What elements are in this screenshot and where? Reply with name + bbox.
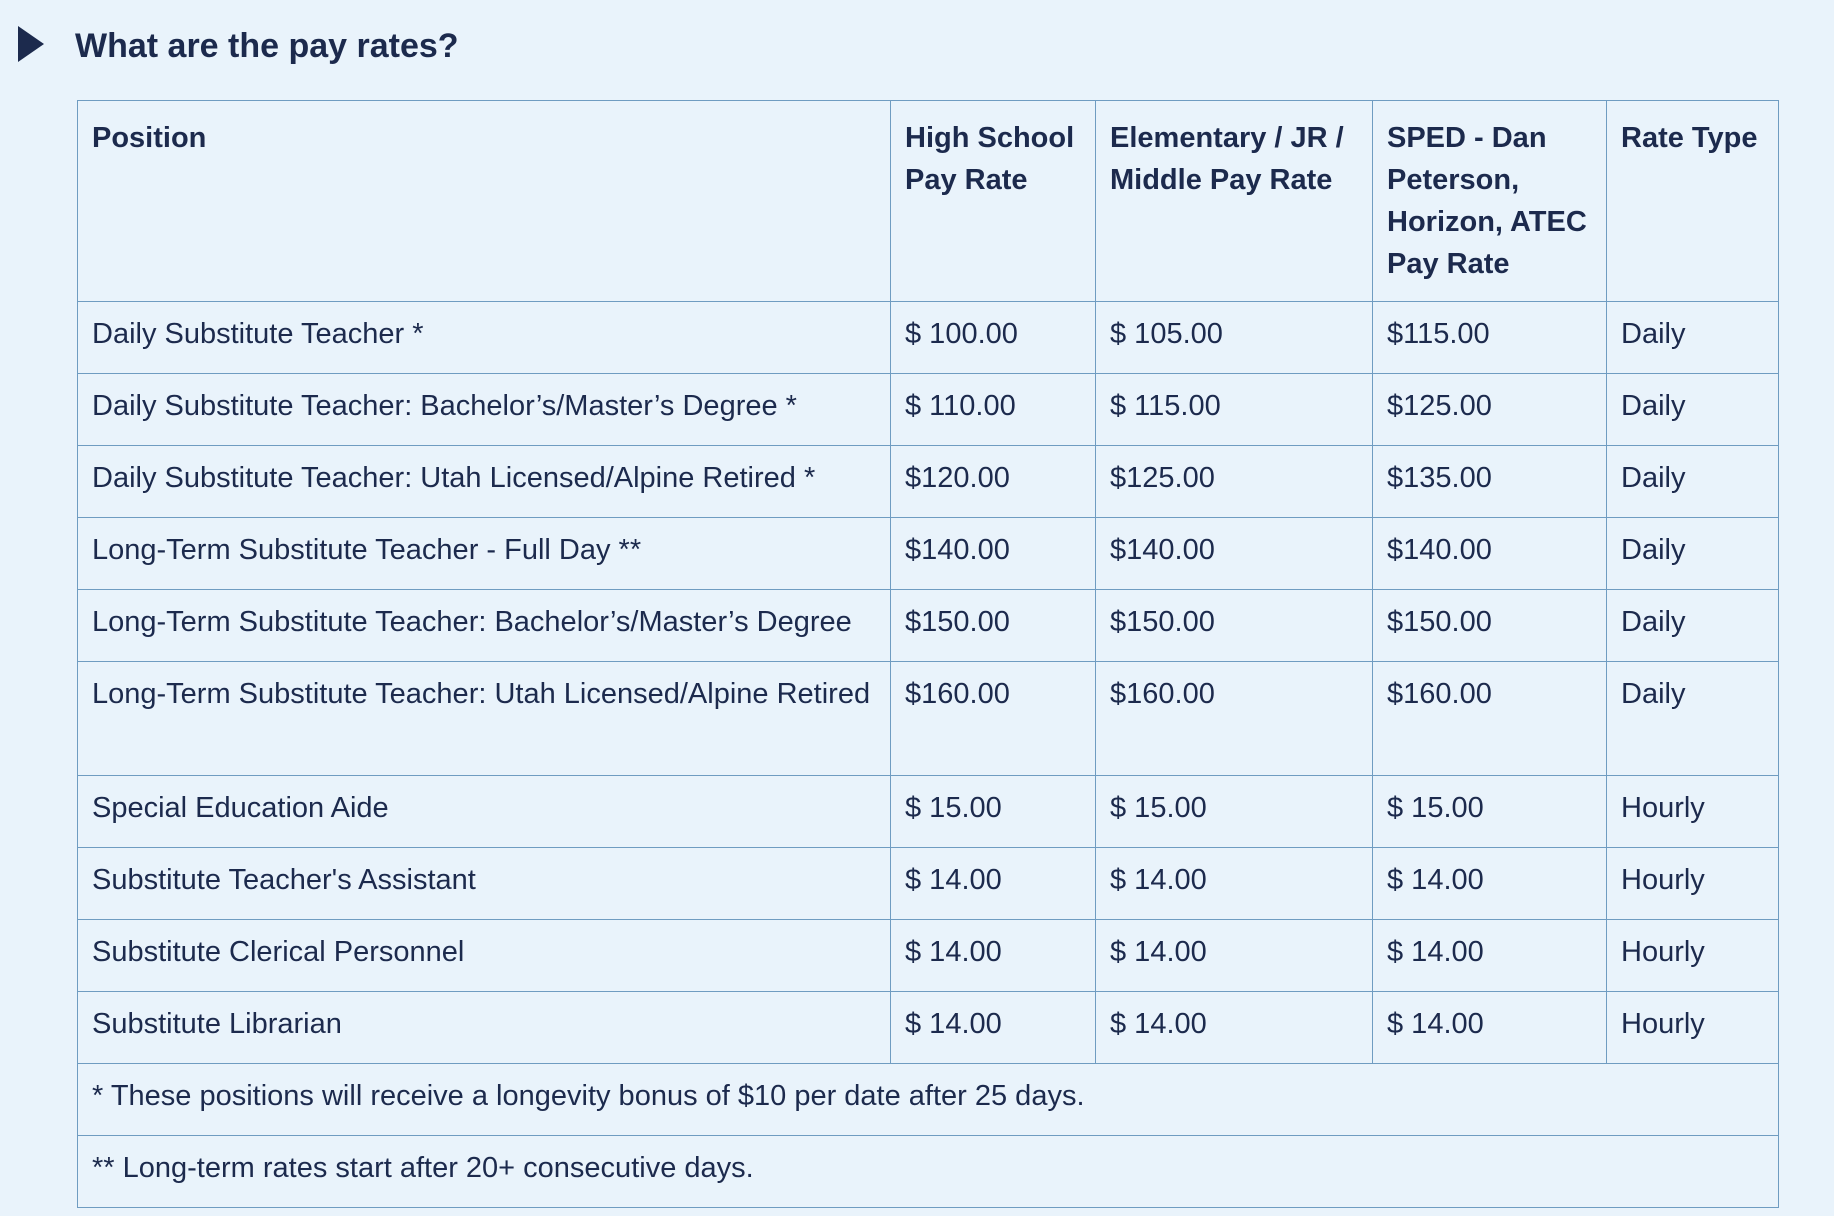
cell-sped-rate: $135.00 [1373, 446, 1607, 518]
cell-position: Long-Term Substitute Teacher: Bachelor’s/Master’s Degree [78, 590, 891, 662]
cell-rate-type: Daily [1607, 662, 1779, 776]
cell-elementary-rate: $ 14.00 [1096, 848, 1373, 920]
cell-sped-rate: $ 14.00 [1373, 920, 1607, 992]
cell-elementary-rate: $140.00 [1096, 518, 1373, 590]
cell-position: Daily Substitute Teacher: Utah Licensed/Alpine Retired * [78, 446, 891, 518]
table-row [78, 446, 1779, 518]
footnote-row [78, 1136, 1779, 1208]
cell-position: Daily Substitute Teacher * [78, 302, 891, 374]
caret-right-icon[interactable] [18, 26, 44, 62]
cell-rate-type: Hourly [1607, 776, 1779, 848]
cell-high-school-rate: $150.00 [891, 590, 1096, 662]
table-row [78, 302, 1779, 374]
header-rate-type: Rate Type [1607, 101, 1779, 302]
faq-header-toggle[interactable] [0, 0, 1834, 100]
cell-high-school-rate: $ 110.00 [891, 374, 1096, 446]
cell-elementary-rate: $150.00 [1096, 590, 1373, 662]
cell-high-school-rate: $ 100.00 [891, 302, 1096, 374]
cell-rate-type: Daily [1607, 374, 1779, 446]
cell-rate-type: Hourly [1607, 920, 1779, 992]
table-row [78, 776, 1779, 848]
cell-high-school-rate: $ 14.00 [891, 992, 1096, 1064]
cell-sped-rate: $ 14.00 [1373, 992, 1607, 1064]
footnote-longevity-bonus: * These positions will receive a longevity bonus of $10 per date after 25 days. [78, 1064, 1779, 1136]
cell-high-school-rate: $140.00 [891, 518, 1096, 590]
cell-elementary-rate: $ 105.00 [1096, 302, 1373, 374]
cell-position: Long-Term Substitute Teacher: Utah Licensed/Alpine Retired [78, 662, 891, 776]
cell-position: Substitute Librarian [78, 992, 891, 1064]
cell-rate-type: Daily [1607, 590, 1779, 662]
cell-sped-rate: $140.00 [1373, 518, 1607, 590]
table-row [78, 518, 1779, 590]
table-row [78, 848, 1779, 920]
cell-elementary-rate: $ 14.00 [1096, 992, 1373, 1064]
header-elementary-pay-rate: Elementary / JR / Middle Pay Rate [1096, 101, 1373, 302]
table-header-row [78, 101, 1779, 302]
cell-position: Substitute Teacher's Assistant [78, 848, 891, 920]
table-row [78, 992, 1779, 1064]
table-row [78, 920, 1779, 992]
cell-sped-rate: $150.00 [1373, 590, 1607, 662]
table-row [78, 590, 1779, 662]
cell-rate-type: Daily [1607, 302, 1779, 374]
cell-high-school-rate: $160.00 [891, 662, 1096, 776]
header-sped-pay-rate: SPED - Dan Peterson, Horizon, ATEC Pay Rate [1373, 101, 1607, 302]
cell-sped-rate: $125.00 [1373, 374, 1607, 446]
cell-elementary-rate: $ 115.00 [1096, 374, 1373, 446]
cell-high-school-rate: $ 14.00 [891, 920, 1096, 992]
cell-sped-rate: $ 15.00 [1373, 776, 1607, 848]
cell-elementary-rate: $ 14.00 [1096, 920, 1373, 992]
table-row [78, 662, 1779, 776]
cell-sped-rate: $115.00 [1373, 302, 1607, 374]
header-high-school-pay-rate: High School Pay Rate [891, 101, 1096, 302]
faq-title: What are the pay rates? [75, 27, 459, 65]
cell-rate-type: Hourly [1607, 992, 1779, 1064]
cell-rate-type: Daily [1607, 446, 1779, 518]
cell-position: Long-Term Substitute Teacher - Full Day ** [78, 518, 891, 590]
cell-high-school-rate: $120.00 [891, 446, 1096, 518]
cell-high-school-rate: $ 15.00 [891, 776, 1096, 848]
cell-elementary-rate: $125.00 [1096, 446, 1373, 518]
footnote-long-term-rates: ** Long-term rates start after 20+ consecutive days. [78, 1136, 1779, 1208]
cell-elementary-rate: $160.00 [1096, 662, 1373, 776]
header-position: Position [78, 101, 891, 302]
cell-sped-rate: $ 14.00 [1373, 848, 1607, 920]
cell-position: Daily Substitute Teacher: Bachelor’s/Master’s Degree * [78, 374, 891, 446]
pay-rates-table [77, 100, 1779, 1208]
cell-position: Special Education Aide [78, 776, 891, 848]
cell-sped-rate: $160.00 [1373, 662, 1607, 776]
cell-position: Substitute Clerical Personnel [78, 920, 891, 992]
cell-high-school-rate: $ 14.00 [891, 848, 1096, 920]
footnote-row [78, 1064, 1779, 1136]
table-row [78, 374, 1779, 446]
cell-rate-type: Hourly [1607, 848, 1779, 920]
cell-rate-type: Daily [1607, 518, 1779, 590]
cell-elementary-rate: $ 15.00 [1096, 776, 1373, 848]
